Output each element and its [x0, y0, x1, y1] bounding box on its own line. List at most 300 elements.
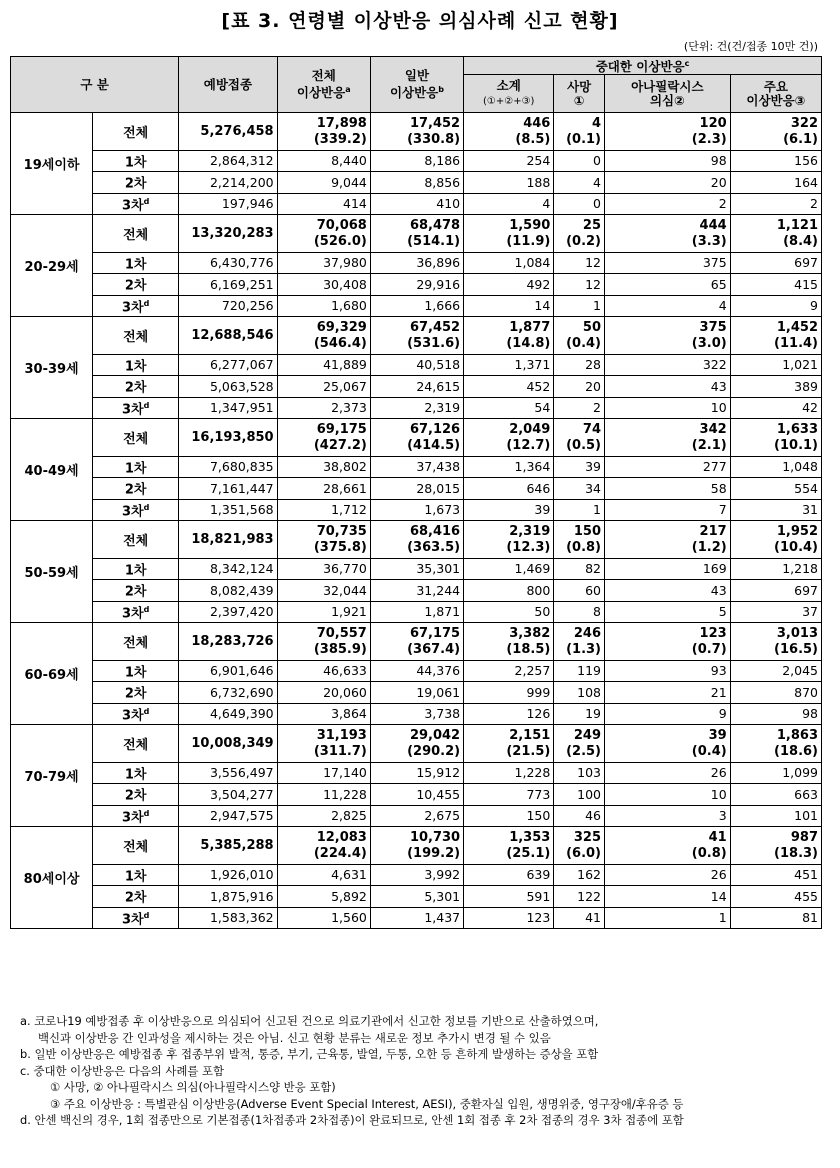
dose-label	[93, 172, 179, 193]
count-value: 246	[573, 625, 601, 641]
total-cell-death	[554, 725, 605, 763]
table-title: [표 3. 연령별 이상반응 의심사례 신고 현황]	[221, 10, 619, 32]
table-row-total	[11, 521, 822, 559]
rate-value: (12.7)	[506, 437, 551, 453]
cell-sub: 773	[464, 784, 554, 805]
total-cell-ana	[605, 827, 731, 865]
count-value: 1,877	[509, 319, 551, 335]
cell-vacc: 3,504,277	[179, 784, 277, 805]
dose-label	[93, 274, 179, 295]
age-group-label: 20-29세	[11, 215, 93, 317]
cell-major: 37	[730, 601, 821, 622]
count-value: 67,126	[409, 421, 461, 437]
cell-vacc: 2,214,200	[179, 172, 277, 193]
cell-ana: 4	[605, 295, 731, 316]
count-value: 31,193	[316, 727, 367, 743]
cell-gen: 2,675	[370, 805, 463, 826]
cell-sub: 188	[464, 172, 554, 193]
dose-label	[93, 253, 179, 274]
table-row-total	[11, 419, 822, 457]
count-value: 987	[790, 829, 818, 845]
table-row-total	[11, 113, 822, 151]
total-cell-sub	[464, 317, 554, 355]
footnote-a: a. 코로나19 예방접종 후 이상반응으로 의심되어 신고된 건으로 의료기관에서 신고한 정보를 기반으로 산출하였으며,	[20, 1014, 599, 1028]
cell-vacc: 6,901,646	[179, 661, 277, 682]
dose-label	[93, 193, 179, 214]
cell-ana: 322	[605, 355, 731, 376]
rate-value: (2.5)	[566, 743, 601, 759]
cell-sub: 999	[464, 682, 554, 703]
age-group-label: 30-39세	[11, 317, 93, 419]
cell-ana: 43	[605, 580, 731, 601]
count-value: 325	[573, 829, 601, 845]
cell-sub: 14	[464, 295, 554, 316]
cell-sub: 452	[464, 376, 554, 397]
cell-all: 28,661	[277, 478, 370, 499]
rate-value: (1.2)	[691, 539, 727, 555]
cell-gen: 15,912	[370, 763, 463, 784]
total-cell-sub	[464, 827, 554, 865]
count-value: 249	[573, 727, 601, 743]
count-value: 70,557	[316, 625, 367, 641]
dose-text: 2차	[124, 788, 147, 804]
cell-ana: 58	[605, 478, 731, 499]
cell-all: 9,044	[277, 172, 370, 193]
cell-vacc: 1,351,568	[179, 499, 277, 520]
total-cell-all	[277, 623, 370, 661]
cell-all: 2,825	[277, 805, 370, 826]
dose-text: 3차	[122, 198, 144, 214]
cell-all: 32,044	[277, 580, 370, 601]
cell-sub: 126	[464, 703, 554, 724]
vaccination-count: 16,193,850	[179, 419, 277, 457]
cell-vacc: 2,397,420	[179, 601, 277, 622]
header-serious-ae: 중대한 이상반응$^c$	[464, 57, 822, 75]
dose-footnote-mark: d	[143, 502, 150, 512]
cell-ana: 2	[605, 193, 731, 214]
cell-sub: 150	[464, 805, 554, 826]
cell-all: 38,802	[277, 457, 370, 478]
rate-value: (339.2)	[313, 131, 367, 147]
dose-label	[93, 682, 179, 703]
total-cell-death	[554, 521, 605, 559]
rate-value: (375.8)	[313, 539, 367, 555]
cell-all: 46,633	[277, 661, 370, 682]
count-value: 4	[591, 115, 601, 131]
count-value: 150	[573, 523, 601, 539]
table-row	[11, 457, 822, 478]
total-cell-major	[730, 113, 821, 151]
dose-text: 2차	[124, 482, 147, 498]
cell-death: 103	[554, 763, 605, 784]
cell-major: 1,218	[730, 559, 821, 580]
dose-label: 전체	[93, 215, 179, 253]
dose-label	[93, 151, 179, 172]
table-row-total	[11, 827, 822, 865]
rate-value: (1.3)	[566, 641, 601, 657]
cell-all: 8,440	[277, 151, 370, 172]
vaccination-count: 5,276,458	[179, 113, 277, 151]
cell-ana: 98	[605, 151, 731, 172]
rate-value: (526.0)	[313, 233, 367, 249]
cell-major: 554	[730, 478, 821, 499]
table-row	[11, 478, 822, 499]
dose-label	[93, 457, 179, 478]
adverse-reaction-table	[10, 56, 822, 929]
cell-sub: 591	[464, 886, 554, 907]
total-cell-major	[730, 623, 821, 661]
dose-text: 1차	[124, 155, 147, 171]
cell-sub: 639	[464, 865, 554, 886]
dose-label	[93, 784, 179, 805]
dose-text: 1차	[124, 665, 147, 681]
rate-value: (18.6)	[774, 743, 818, 759]
cell-major: 415	[730, 274, 821, 295]
dose-label	[93, 661, 179, 682]
count-value: 2,319	[509, 523, 551, 539]
dose-label	[93, 865, 179, 886]
table-row	[11, 601, 822, 622]
cell-all: 11,228	[277, 784, 370, 805]
dose-text: 2차	[124, 380, 147, 396]
cell-sub: 254	[464, 151, 554, 172]
cell-death: 41	[554, 907, 605, 928]
dose-footnote-mark: d	[143, 604, 150, 614]
rate-value: (3.3)	[691, 233, 727, 249]
vaccination-count: 18,283,726	[179, 623, 277, 661]
dose-text: 3차	[122, 300, 144, 316]
header-total-ae: 전체 이상반응$^a$	[277, 57, 370, 113]
cell-death: 46	[554, 805, 605, 826]
count-value: 67,452	[409, 319, 461, 335]
table-row	[11, 397, 822, 418]
rate-value: (0.1)	[566, 131, 601, 147]
cell-sub: 123	[464, 907, 554, 928]
cell-major: 697	[730, 253, 821, 274]
cell-ana: 93	[605, 661, 731, 682]
cell-ana: 26	[605, 763, 731, 784]
dose-text: 3차	[122, 606, 144, 622]
table-row-total	[11, 317, 822, 355]
dose-label	[93, 601, 179, 622]
total-cell-sub	[464, 215, 554, 253]
rate-value: (3.0)	[691, 335, 727, 351]
cell-all: 17,140	[277, 763, 370, 784]
cell-major: 81	[730, 907, 821, 928]
footnotes	[20, 1013, 820, 1129]
count-value: 68,416	[409, 523, 461, 539]
total-cell-death	[554, 827, 605, 865]
header-subtotal: 소계 (①+②+③)	[464, 75, 554, 113]
cell-vacc: 6,430,776	[179, 253, 277, 274]
dose-footnote-mark: d	[143, 400, 150, 410]
cell-death: 28	[554, 355, 605, 376]
table-row	[11, 805, 822, 826]
table-row	[11, 661, 822, 682]
cell-death: 12	[554, 253, 605, 274]
cell-all: 25,067	[277, 376, 370, 397]
cell-death: 0	[554, 151, 605, 172]
rate-value: (385.9)	[313, 641, 367, 657]
count-value: 17,452	[409, 115, 461, 131]
dose-label	[93, 355, 179, 376]
cell-ana: 7	[605, 499, 731, 520]
cell-gen: 8,186	[370, 151, 463, 172]
cell-all: 1,680	[277, 295, 370, 316]
cell-major: 870	[730, 682, 821, 703]
dose-text: 2차	[124, 176, 147, 192]
unit-note: (단위: 건(건/접종 10만 건))	[683, 40, 818, 53]
age-group-label: 50-59세	[11, 521, 93, 623]
cell-gen: 36,896	[370, 253, 463, 274]
count-value: 2,049	[509, 421, 551, 437]
vaccination-count: 10,008,349	[179, 725, 277, 763]
total-cell-gen	[370, 521, 463, 559]
cell-ana: 20	[605, 172, 731, 193]
cell-ana: 169	[605, 559, 731, 580]
table-row	[11, 865, 822, 886]
cell-gen: 24,615	[370, 376, 463, 397]
dose-text: 1차	[124, 767, 147, 783]
table-row	[11, 559, 822, 580]
rate-value: (311.7)	[313, 743, 367, 759]
cell-all: 41,889	[277, 355, 370, 376]
rate-value: (427.2)	[313, 437, 367, 453]
rate-value: (8.4)	[783, 233, 818, 249]
dose-text: 3차	[122, 810, 144, 826]
rate-value: (363.5)	[407, 539, 461, 555]
count-value: 25	[582, 217, 601, 233]
footnote-d: d. 안센 백신의 경우, 1회 접종만으로 기본접종(1차접종과 2차접종)이 완료되므로, 안센 1회 접종 후 2차 접종의 경우 3차 접종에 포함	[20, 1113, 684, 1127]
cell-ana: 9	[605, 703, 731, 724]
count-value: 67,175	[409, 625, 461, 641]
age-group-label: 40-49세	[11, 419, 93, 521]
count-value: 29,042	[409, 727, 461, 743]
cell-major: 455	[730, 886, 821, 907]
total-cell-gen	[370, 419, 463, 457]
vaccination-count: 12,688,546	[179, 317, 277, 355]
total-cell-death	[554, 623, 605, 661]
header-major: 주요 이상반응③	[730, 75, 821, 113]
vaccination-count: 5,385,288	[179, 827, 277, 865]
cell-gen: 28,015	[370, 478, 463, 499]
count-value: 342	[699, 421, 727, 437]
cell-major: 663	[730, 784, 821, 805]
rate-value: (0.7)	[691, 641, 727, 657]
dose-text: 2차	[124, 686, 147, 702]
rate-value: (6.1)	[783, 131, 818, 147]
table-row	[11, 253, 822, 274]
table-row-total	[11, 623, 822, 661]
total-cell-all	[277, 725, 370, 763]
header-category: 구 분	[11, 57, 179, 113]
dose-text: 2차	[124, 584, 147, 600]
count-value: 17,898	[316, 115, 367, 131]
cell-vacc: 2,864,312	[179, 151, 277, 172]
age-group-label: 19세이하	[11, 113, 93, 215]
table-row	[11, 907, 822, 928]
cell-major: 98	[730, 703, 821, 724]
cell-sub: 1,371	[464, 355, 554, 376]
rate-value: (0.2)	[566, 233, 601, 249]
cell-gen: 40,518	[370, 355, 463, 376]
cell-gen: 37,438	[370, 457, 463, 478]
total-cell-major	[730, 725, 821, 763]
cell-ana: 21	[605, 682, 731, 703]
total-cell-ana	[605, 521, 731, 559]
cell-gen: 29,916	[370, 274, 463, 295]
rate-value: (6.0)	[566, 845, 601, 861]
cell-death: 162	[554, 865, 605, 886]
cell-vacc: 5,063,528	[179, 376, 277, 397]
cell-ana: 14	[605, 886, 731, 907]
count-value: 322	[790, 115, 818, 131]
rate-value: (12.3)	[506, 539, 551, 555]
table-row	[11, 172, 822, 193]
cell-death: 119	[554, 661, 605, 682]
cell-major: 389	[730, 376, 821, 397]
cell-gen: 2,319	[370, 397, 463, 418]
count-value: 1,452	[776, 319, 818, 335]
footnote-a-cont: 백신과 이상반응 간 인과성을 제시하는 것은 아님. 신고 현황 분류는 새로운 정보 추가시 변경 될 수 있음	[38, 1030, 551, 1045]
dose-text: 1차	[124, 563, 147, 579]
cell-death: 2	[554, 397, 605, 418]
total-cell-all	[277, 317, 370, 355]
total-cell-all	[277, 113, 370, 151]
total-cell-all	[277, 419, 370, 457]
cell-death: 122	[554, 886, 605, 907]
count-value: 1,633	[776, 421, 818, 437]
dose-label	[93, 397, 179, 418]
footnote-b: b. 일반 이상반응은 예방접종 후 접종부위 발적, 통증, 부기, 근육통, 발열, 두통, 오한 등 흔하게 발생하는 증상을 포함	[20, 1047, 599, 1061]
dose-text: 2차	[124, 278, 147, 294]
cell-all: 4,631	[277, 865, 370, 886]
rate-value: (14.8)	[506, 335, 551, 351]
table-header	[11, 57, 822, 113]
cell-all: 414	[277, 193, 370, 214]
dose-text: 3차	[122, 708, 144, 724]
rate-value: (0.5)	[566, 437, 601, 453]
cell-major: 1,099	[730, 763, 821, 784]
cell-sub: 50	[464, 601, 554, 622]
cell-gen: 3,738	[370, 703, 463, 724]
cell-sub: 1,364	[464, 457, 554, 478]
rate-value: (0.4)	[691, 743, 727, 759]
cell-all: 30,408	[277, 274, 370, 295]
cell-vacc: 6,169,251	[179, 274, 277, 295]
cell-vacc: 4,649,390	[179, 703, 277, 724]
dose-label: 전체	[93, 725, 179, 763]
dose-text: 3차	[122, 504, 144, 520]
total-cell-gen	[370, 317, 463, 355]
cell-vacc: 3,556,497	[179, 763, 277, 784]
total-cell-sub	[464, 419, 554, 457]
cell-gen: 44,376	[370, 661, 463, 682]
dose-label	[93, 478, 179, 499]
dose-label: 전체	[93, 317, 179, 355]
total-cell-major	[730, 317, 821, 355]
cell-death: 19	[554, 703, 605, 724]
cell-gen: 410	[370, 193, 463, 214]
footnote-c: c. 중대한 이상반응은 다음의 사례를 포함	[20, 1063, 225, 1078]
rate-value: (10.4)	[774, 539, 818, 555]
cell-ana: 10	[605, 397, 731, 418]
table-row	[11, 886, 822, 907]
rate-value: (199.2)	[407, 845, 461, 861]
rate-value: (0.8)	[691, 845, 727, 861]
cell-major: 101	[730, 805, 821, 826]
dose-label	[93, 907, 179, 928]
count-value: 50	[582, 319, 601, 335]
table-row	[11, 703, 822, 724]
cell-death: 34	[554, 478, 605, 499]
count-value: 68,478	[409, 217, 461, 233]
table-row	[11, 193, 822, 214]
cell-all: 1,712	[277, 499, 370, 520]
cell-vacc: 8,342,124	[179, 559, 277, 580]
cell-vacc: 6,277,067	[179, 355, 277, 376]
rate-value: (224.4)	[313, 845, 367, 861]
cell-vacc: 8,082,439	[179, 580, 277, 601]
total-cell-gen	[370, 725, 463, 763]
rate-value: (25.1)	[506, 845, 551, 861]
cell-major: 156	[730, 151, 821, 172]
count-value: 12,083	[316, 829, 367, 845]
dose-label: 전체	[93, 521, 179, 559]
count-value: 70,068	[316, 217, 367, 233]
total-cell-ana	[605, 215, 731, 253]
table-row-total	[11, 725, 822, 763]
dose-footnote-mark: d	[143, 910, 150, 920]
cell-sub: 646	[464, 478, 554, 499]
total-cell-ana	[605, 623, 731, 661]
rate-value: (2.1)	[691, 437, 727, 453]
cell-sub: 492	[464, 274, 554, 295]
table-body	[11, 113, 822, 929]
cell-sub: 2,257	[464, 661, 554, 682]
cell-vacc: 7,680,835	[179, 457, 277, 478]
table-row	[11, 376, 822, 397]
rate-value: (8.5)	[515, 131, 551, 147]
cell-gen: 8,856	[370, 172, 463, 193]
count-value: 1,121	[776, 217, 818, 233]
rate-value: (18.5)	[506, 641, 551, 657]
dose-label	[93, 805, 179, 826]
cell-death: 1	[554, 295, 605, 316]
count-value: 39	[708, 727, 727, 743]
dose-label	[93, 295, 179, 316]
cell-all: 36,770	[277, 559, 370, 580]
dose-label: 전체	[93, 113, 179, 151]
dose-label: 전체	[93, 827, 179, 865]
cell-gen: 1,437	[370, 907, 463, 928]
rate-value: (16.5)	[774, 641, 818, 657]
total-cell-death	[554, 419, 605, 457]
count-value: 74	[582, 421, 601, 437]
total-cell-ana	[605, 317, 731, 355]
total-cell-major	[730, 419, 821, 457]
header-death: 사망 ①	[554, 75, 605, 113]
total-cell-gen	[370, 827, 463, 865]
dose-label	[93, 376, 179, 397]
dose-text: 3차	[122, 402, 144, 418]
cell-sub: 4	[464, 193, 554, 214]
total-cell-ana	[605, 113, 731, 151]
count-value: 1,353	[509, 829, 551, 845]
cell-major: 1,048	[730, 457, 821, 478]
rate-value: (514.1)	[407, 233, 461, 249]
rate-value: (367.4)	[407, 641, 461, 657]
